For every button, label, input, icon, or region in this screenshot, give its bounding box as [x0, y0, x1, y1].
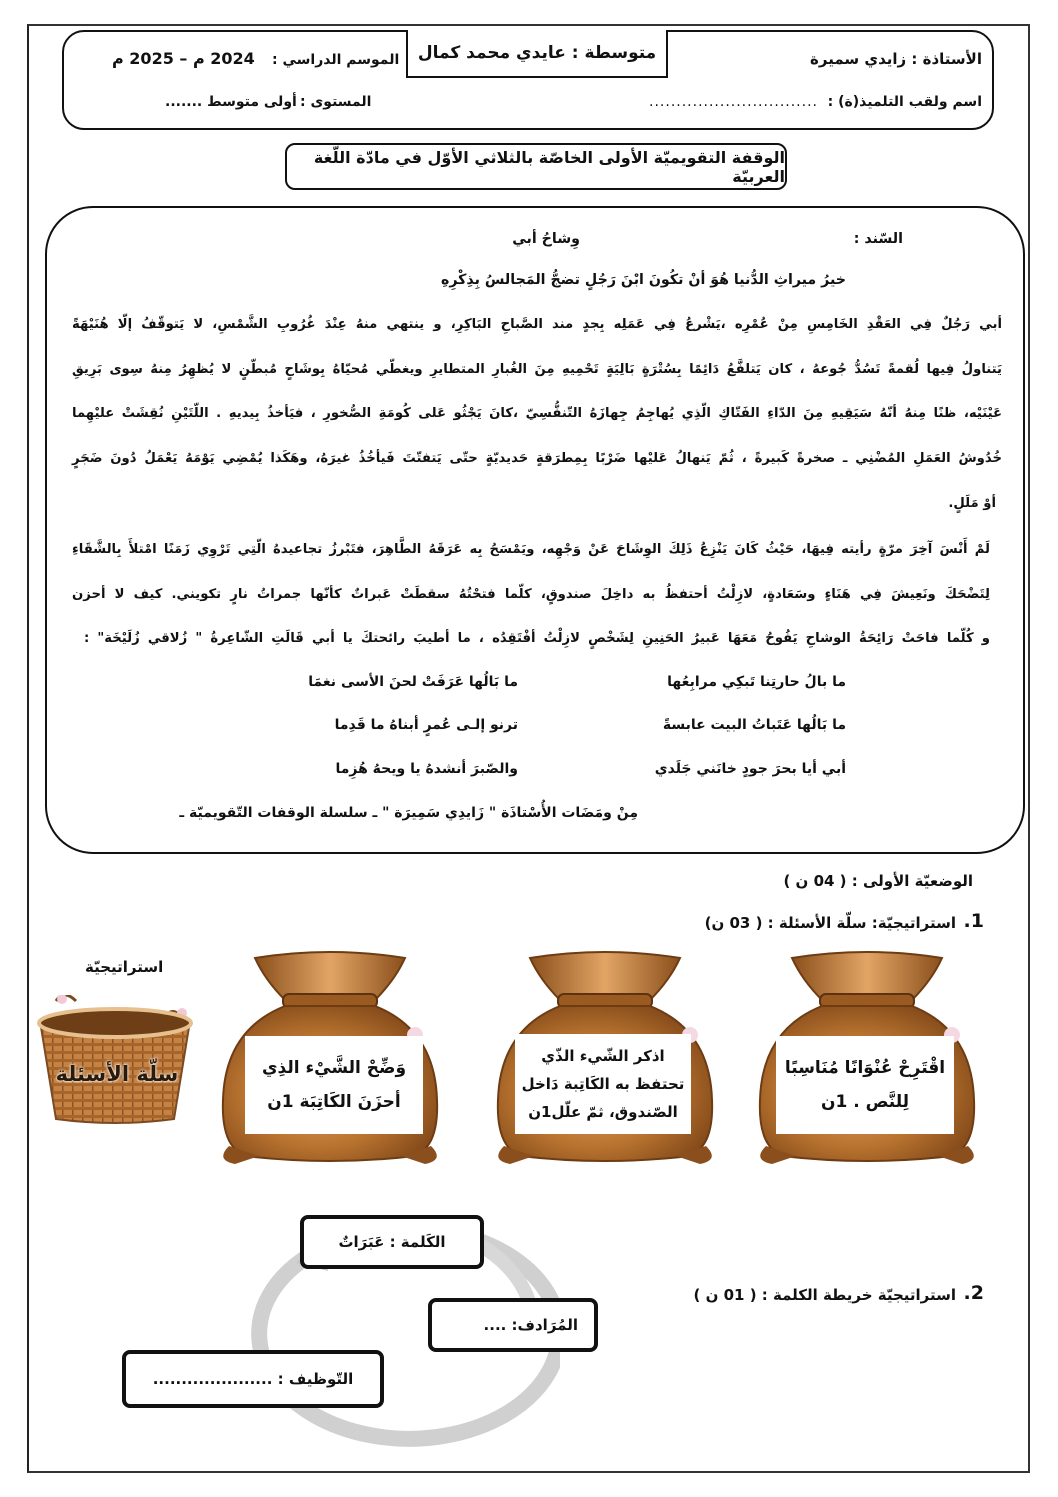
verse-left: ترنو إلـى عُمرٍ أبناهُ ما قَدِما [334, 717, 518, 733]
level-label: المستوى : [300, 94, 372, 110]
word-map-usage[interactable]: التّوظيف : ..................... [122, 1350, 384, 1408]
passage-line: لَمْ أَنْسَ آخِرَ مرّةٍ رأيته فِيهَا، حَيْثُ كَانَ يَنْزِعُ ذَلِكَ الوِشَاحَ عَنْ وَجْهِه، ويَمْسَحُ بِه عَرَقَهُ الطَّاهِرَ، فتَبْرزُ تجاعيدهُ الّتِي تَرْوِي زَمَنًا امْتلأَ بِالشَّقَاءِ [72, 542, 990, 557]
bag-question-line: أحزَنَ الكَاتِبَة 1ن [267, 1092, 401, 1112]
passage-title: وِشاحُ أبي [512, 231, 580, 247]
teacher-name: الأستاذة : زايدي سميرة [810, 50, 982, 68]
question-bag-3 [215, 950, 445, 1170]
bag-question-line: وَضِّحْ الشَّيْء الذِي [261, 1058, 407, 1078]
passage-box [45, 206, 1025, 854]
q1-label: استراتيجيّة: سلّة الأسئلة : ( 03 ن) [704, 914, 956, 932]
verse-right: ما بَالُها عَتَباتُ البيت عابسةً [662, 717, 846, 733]
q2-number: 2. [963, 1282, 984, 1304]
passage-line: يَتناولُ فِيها لُقمةً تَسُدُّ جُوعهُ ، كان يَتلفَّعُ دَائِمًا بِسُتْرَةٍ بَالِيَةٍ تَحْمِيهِ مِنَ الغُبارِ المتطايرِ ويغطّي مُحيّاهُ بِوشَاحٍ مُبطّنٍ لا يُظهِرُ مِنهُ سِوى بَرِيقِ [72, 362, 1002, 377]
verse-left: ما بَالُها عَرَفَتْ لحنَ الأسى نغمَا [308, 674, 518, 690]
passage-epigraph: خيرُ ميراثِ الدُّنيا هُوَ أنْ تكُونَ ابْنَ رَجُلٍ تضجُّ المَجالسُ بِذِكْرِهِ [440, 272, 846, 288]
basket-caption: استراتيجيّة [85, 958, 164, 976]
basket-label: سلّة الأسئلة [55, 1062, 179, 1086]
season-value: 2024 م – 2025 م [112, 49, 255, 68]
bag-question [245, 1036, 423, 1134]
question-bag-1 [752, 950, 982, 1170]
bag-question-line: اذكر الشّيء الذّي [541, 1047, 665, 1065]
passage-line: و كُلّما فاحَتْ رَائِحَةُ الوشاحِ يَفُوحُ مَعَهَا عَبيرُ الحَنِينِ لِشَخْصٍ لازِلْتُ أفْتَقِدُه ، ما أطيبَ رائحتكَ يا أبي قَالَتِ الشّاعِرةُ " زُلاقي زُلَيْخَة" : [84, 631, 990, 646]
passage-line: أوْ مَلَلٍ. [948, 496, 996, 511]
verse-right: ما بالُ حارتِنا تَبكِي مرابِعُها [667, 674, 846, 690]
passage-line: أبي رَجُلٌ فِي العَقْدِ الخَامِسِ مِنْ عُمْرِه ،يَشْرعُ فِي عَمَلِه بِجدٍ مند الصَّباحِ البَاكِرِ، و ينتهي منهُ عِنْدَ غُرُوبِ الشَّمْسِ، لا يَتوقّفُ إلّا هُنَيْهَةً [72, 317, 1002, 332]
season-label: الموسم الدراسي : [272, 52, 400, 68]
passage-line: خُدُوشُ العَمَلِ المُضْنِي ـ صخرةً كَبيرةً ، ثُمّ يَنهالُ عَليْها ضَرْبًا بِمِطرَقةٍ حَديديّةٍ حتّى يَتفتّتَ فَيأخُذُ غيرَهُ، وهَكَذا يُمْضِي يَوْمَهُ يَعْمَلُ دُونَ ضَجَرٍ [72, 451, 1002, 466]
passage-credit: مِنْ ومَضَات الأُسْتاذَة " زَايدِي سَمِيرَة " ـ سلسلة الوقفات التّقويميّة ـ [179, 805, 638, 821]
word-map-word: الكَلمة : عَبَرَاتٌ [300, 1215, 484, 1269]
q1-number: 1. [963, 910, 984, 932]
passage-line: عَيْنَيْه، ظنًا مِنهُ أنّهُ سَيَقِيهِ مِنَ الدّاءِ الفَتّاكِ الّذِي يُهاجِمُ جِهازَهُ التّنفُّسِيّ ،كانَ يَجْثُو عَلى كُومَةِ الصُّخورِ ، فيَأخذُ بِيديهِ . اللّتَيْنِ نُقِشَتْ عليْهِما [72, 406, 1002, 421]
bag-question-line: لِلنَّص . 1ن [820, 1092, 910, 1112]
verse-left: والصّبرَ أنشدهُ يا ويحهُ هُزِما [335, 761, 518, 777]
q2-label: استراتيجيّة خريطة الكلمة : ( 01 ن ) [693, 1286, 956, 1304]
school-name: متوسطة : عايدي محمد كمال [406, 30, 668, 78]
bag-question-line: الصّندوق، ثمّ علّل1ن [528, 1103, 678, 1121]
question-bag-2 [490, 950, 720, 1170]
bag-question-line: تحتفظ به الكَاتِبة دَاخل [521, 1075, 685, 1093]
situation-title: الوضعيّة الأولى : ( 04 ن ) [783, 872, 973, 890]
passage-line: لِتَضْحَكَ ونَعِيشَ فِي هَنَاءٍ وسَعَادةٍ، لازِلْتُ أحتفظُ به داخِلَ صندوقٍ، كلّما فتحْتُهُ سقطَتْ عَبراتٌ كأنّها جمراتُ نارٍ تكويني. كيف لا أحزن [72, 587, 990, 602]
passage-label: السّند : [853, 231, 903, 247]
verse-right: أبي أيا بحرَ جودٍ خانَني جَلَدي [654, 761, 846, 777]
level-value: أولى متوسط ....... [165, 94, 297, 110]
bag-question-line: اقْتَرِحْ عُنْوَانًا مُنَاسِبًا [784, 1058, 946, 1078]
exam-title: الوقفة التقويميّة الأولى الخاصّة بالثلاثي الأوّل في مادّة اللّغة العربيّة [285, 143, 787, 190]
basket-icon [32, 995, 197, 1125]
bag-question [776, 1036, 954, 1134]
student-name-field[interactable]: ............................... [649, 94, 818, 110]
bag-question [515, 1034, 691, 1134]
word-map-synonym[interactable]: المُرَادف: .... [428, 1298, 598, 1352]
student-name-label: اسم ولقب التلميذ(ة) : [827, 94, 982, 110]
